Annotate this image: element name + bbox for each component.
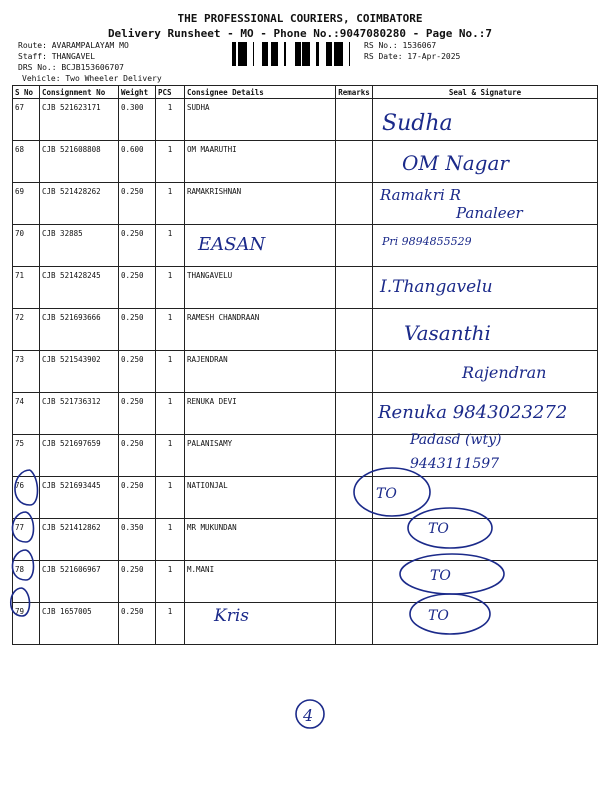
stamp-78: TO: [430, 568, 451, 584]
col-signature: Seal & Signature: [373, 86, 598, 99]
table-row: [13, 309, 598, 351]
barcode-bar: [334, 42, 337, 66]
cell-pcs: 1: [156, 99, 185, 141]
cell-consignee: MR MUKUNDAN: [185, 519, 336, 561]
cell-consignee: SUDHA: [185, 99, 336, 141]
runsheet-table: [12, 85, 598, 645]
cell-signature: [373, 477, 598, 519]
barcode-bar: [304, 42, 307, 66]
barcode-bar: [244, 42, 247, 66]
barcode-bar: [349, 42, 350, 66]
cell-sno: 72: [13, 309, 40, 351]
cell-signature: [373, 519, 598, 561]
cell-consignment-no: CJB 521428262: [40, 183, 119, 225]
cell-sno: 76: [13, 477, 40, 519]
table-row: [13, 477, 598, 519]
cell-pcs: 1: [156, 603, 185, 645]
cell-consignment-no: CJB 521623171: [40, 99, 119, 141]
rs-number-text: RS No.: 1536067: [364, 41, 437, 50]
table-row: [13, 393, 598, 435]
barcode-bar: [265, 42, 266, 66]
stamp-77: TO: [428, 521, 449, 537]
cell-remarks: [336, 561, 373, 603]
col-consignment: Consignment No: [40, 86, 119, 99]
col-remarks: Remarks: [336, 86, 373, 99]
barcode-bar: [253, 42, 254, 66]
table-row: [13, 435, 598, 477]
table-row: [13, 351, 598, 393]
cell-weight: 0.250: [119, 351, 156, 393]
barcode-bar: [328, 42, 331, 66]
barcode-bar: [232, 42, 235, 66]
page-mark: 4: [303, 706, 314, 725]
cell-pcs: 1: [156, 393, 185, 435]
cell-consignment-no: CJB 521412862: [40, 519, 119, 561]
signature-sudha: Sudha: [382, 111, 453, 136]
cell-pcs: 1: [156, 183, 185, 225]
barcode-bar: [296, 42, 298, 66]
barcode-bar: [271, 42, 272, 66]
table-row: [13, 561, 598, 603]
cell-pcs: 1: [156, 225, 185, 267]
table-row: [13, 141, 598, 183]
cell-signature: [373, 561, 598, 603]
cell-signature: [373, 267, 598, 309]
cell-signature: [373, 435, 598, 477]
barcode-bar: [338, 42, 340, 66]
barcode-bar: [266, 42, 268, 66]
cell-sno: 67: [13, 99, 40, 141]
table-row: [13, 267, 598, 309]
table-header-row: [13, 86, 598, 99]
cell-weight: 0.250: [119, 309, 156, 351]
cell-consignee: NATIONJAL: [185, 477, 336, 519]
cell-pcs: 1: [156, 141, 185, 183]
cell-weight: 0.250: [119, 393, 156, 435]
barcode-bar: [308, 42, 310, 66]
rs-date-text: RS Date: 17-Apr-2025: [364, 52, 461, 61]
meta-right: [364, 40, 460, 62]
stamp-79: TO: [428, 608, 449, 624]
signature-row70: Pri 9894855529: [382, 235, 472, 248]
cell-signature: [373, 309, 598, 351]
cell-consignee: RAMESH CHANDRAAN: [185, 309, 336, 351]
cell-sno: 69: [13, 183, 40, 225]
signature-ramakrishnan-b: Panaleer: [456, 204, 523, 222]
barcode-bar: [277, 42, 278, 66]
table-row: [13, 519, 598, 561]
cell-consignment-no: CJB 521543902: [40, 351, 119, 393]
cell-pcs: 1: [156, 309, 185, 351]
barcode-bar: [242, 42, 244, 66]
barcode-bar: [337, 42, 338, 66]
signature-rajendran: Rajendran: [462, 363, 547, 382]
cell-sno: 78: [13, 561, 40, 603]
cell-consignee: RAJENDRAN: [185, 351, 336, 393]
cell-consignee: RENUKA DEVI: [185, 393, 336, 435]
meta-left: [18, 40, 162, 84]
cell-sno: 71: [13, 267, 40, 309]
signature-palanisamy-a: Padasd (wty): [410, 432, 502, 448]
handwritten-name-easan: EASAN: [198, 234, 266, 255]
cell-weight: 0.250: [119, 477, 156, 519]
barcode-image: [232, 42, 356, 66]
cell-sno: 74: [13, 393, 40, 435]
cell-pcs: 1: [156, 477, 185, 519]
cell-weight: 0.250: [119, 267, 156, 309]
cell-signature: [373, 225, 598, 267]
barcode-bar: [274, 42, 277, 66]
signature-palanisamy-b: 9443111597: [410, 456, 500, 472]
table-row: [13, 99, 598, 141]
stamp-76: TO: [376, 486, 397, 502]
cell-signature: [373, 99, 598, 141]
col-consignee: Consignee Details: [185, 86, 336, 99]
cell-pcs: 1: [156, 561, 185, 603]
barcode-bar: [262, 42, 265, 66]
cell-consignee: THANGAVELU: [185, 267, 336, 309]
cell-sno: 79: [13, 603, 40, 645]
cell-signature: [373, 393, 598, 435]
table-row: [13, 603, 598, 645]
barcode-bar: [340, 42, 343, 66]
cell-remarks: [336, 603, 373, 645]
cell-remarks: [336, 225, 373, 267]
barcode-bar: [331, 42, 332, 66]
cell-sno: 73: [13, 351, 40, 393]
runsheet-subtitle: Delivery Runsheet - MO - Phone No.:9047080280 - Page No.:7: [107, 27, 493, 40]
cell-consignee: [185, 225, 336, 267]
cell-weight: 0.250: [119, 603, 156, 645]
cell-sno: 70: [13, 225, 40, 267]
cell-weight: 0.250: [119, 225, 156, 267]
company-title: THE PROFESSIONAL COURIERS, COIMBATORE: [177, 12, 423, 25]
barcode-bar: [316, 42, 319, 66]
cell-signature: [373, 183, 598, 225]
signature-renuka: Renuka 9843023272: [378, 402, 568, 423]
table-row: [13, 183, 598, 225]
cell-remarks: [336, 477, 373, 519]
cell-weight: 0.350: [119, 519, 156, 561]
cell-consignment-no: CJB 521693666: [40, 309, 119, 351]
cell-sno: 68: [13, 141, 40, 183]
page-mark-circle: [296, 700, 324, 728]
cell-weight: 0.250: [119, 435, 156, 477]
staff-text: Staff: THANGAVEL: [18, 52, 96, 61]
barcode-bar: [235, 42, 236, 66]
cell-consignment-no: CJB 521693445: [40, 477, 119, 519]
barcode-bar: [272, 42, 274, 66]
cell-pcs: 1: [156, 519, 185, 561]
cell-sno: 77: [13, 519, 40, 561]
barcode-bar: [284, 42, 286, 66]
barcode-bar: [238, 42, 241, 66]
cell-consignee: OM MAARUTHI: [185, 141, 336, 183]
cell-remarks: [336, 99, 373, 141]
handwritten-name-kris: Kris: [214, 606, 249, 626]
cell-pcs: 1: [156, 435, 185, 477]
cell-consignment-no: CJB 521428245: [40, 267, 119, 309]
barcode-bar: [241, 42, 242, 66]
cell-signature: [373, 141, 598, 183]
route-text: Route: AVARAMPALAYAM MO: [18, 41, 129, 50]
cell-consignee: PALANISAMY: [185, 435, 336, 477]
signature-ramakrishnan-a: Ramakri R: [380, 186, 461, 204]
cell-consignment-no: CJB 32885: [40, 225, 119, 267]
cell-weight: 0.600: [119, 141, 156, 183]
cell-remarks: [336, 309, 373, 351]
col-weight: Weight: [119, 86, 156, 99]
cell-consignment-no: CJB 521697659: [40, 435, 119, 477]
table-row: [13, 225, 598, 267]
barcode-bar: [326, 42, 328, 66]
cell-remarks: [336, 393, 373, 435]
cell-remarks: [336, 519, 373, 561]
cell-weight: 0.250: [119, 183, 156, 225]
cell-weight: 0.250: [119, 561, 156, 603]
cell-sno: 75: [13, 435, 40, 477]
barcode-bar: [298, 42, 301, 66]
cell-signature: [373, 351, 598, 393]
cell-consignment-no: CJB 521736312: [40, 393, 119, 435]
signature-thangavelu: I.Thangavelu: [380, 277, 493, 297]
cell-pcs: 1: [156, 351, 185, 393]
cell-consignee: [185, 603, 336, 645]
cell-remarks: [336, 183, 373, 225]
cell-signature: [373, 603, 598, 645]
barcode-bar: [307, 42, 308, 66]
cell-consignee: M.MANI: [185, 561, 336, 603]
col-pcs: PCS: [156, 86, 185, 99]
cell-weight: 0.300: [119, 99, 156, 141]
barcode-bar: [302, 42, 304, 66]
barcode-bar: [295, 42, 296, 66]
vehicle-text: Vehicle: Two Wheeler Delivery: [22, 74, 162, 83]
cell-remarks: [336, 435, 373, 477]
cell-remarks: [336, 267, 373, 309]
drs-text: DRS No.: BCJB153606707: [18, 63, 124, 72]
cell-consignee: RAMAKRISHNAN: [185, 183, 336, 225]
cell-consignment-no: CJB 521608808: [40, 141, 119, 183]
signature-om: OM Nagar: [402, 151, 509, 175]
cell-pcs: 1: [156, 267, 185, 309]
col-sno: S No: [13, 86, 40, 99]
signature-vasanthi: Vasanthi: [404, 321, 491, 345]
cell-consignment-no: CJB 1657005: [40, 603, 119, 645]
cell-remarks: [336, 351, 373, 393]
cell-remarks: [336, 141, 373, 183]
cell-consignment-no: CJB 521606967: [40, 561, 119, 603]
